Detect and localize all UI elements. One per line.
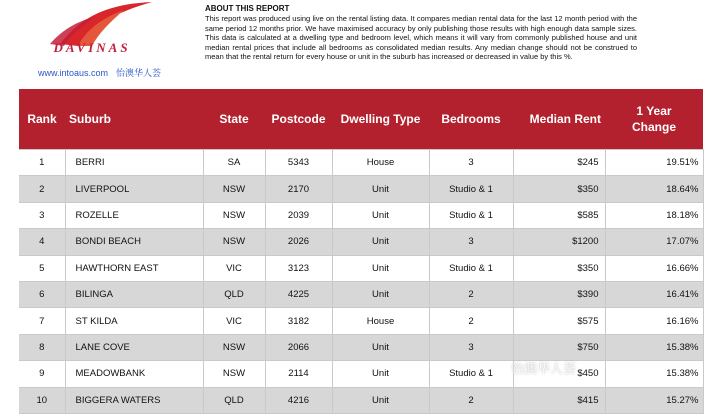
website-line [38,66,161,79]
cell-dwelling-type: Unit [332,176,429,202]
cell-median-rent: $415 [513,387,605,413]
cell-postcode: 5343 [265,150,332,176]
cell-dwelling-type: Unit [332,255,429,281]
table-row [19,281,703,307]
cell-median-rent: $750 [513,334,605,360]
cell-rank: 5 [19,255,65,281]
table-row [19,308,703,334]
header-state: State [203,89,265,150]
cell-bedrooms: Studio & 1 [429,176,513,202]
cell-one-year-change: 16.66% [605,255,703,281]
cell-postcode: 4225 [265,281,332,307]
cell-suburb: ROZELLE [65,202,203,228]
cell-rank: 7 [19,308,65,334]
cell-median-rent: $350 [513,255,605,281]
cell-suburb: LIVERPOOL [65,176,203,202]
table-row [19,361,703,387]
watermark [492,358,576,377]
table-row [19,150,703,176]
cell-rank: 3 [19,202,65,228]
cell-bedrooms: 2 [429,281,513,307]
cell-rank: 6 [19,281,65,307]
cell-one-year-change: 18.64% [605,176,703,202]
cell-dwelling-type: House [332,150,429,176]
cell-state: VIC [203,308,265,334]
cell-suburb: BIGGERA WATERS [65,387,203,413]
cell-suburb: BERRI [65,150,203,176]
cell-bedrooms: 3 [429,150,513,176]
cell-postcode: 3123 [265,255,332,281]
cell-one-year-change: 19.51% [605,150,703,176]
website-link[interactable]: www.intoaus.com [38,68,109,78]
table-row [19,334,703,360]
cell-dwelling-type: Unit [332,202,429,228]
cell-dwelling-type: Unit [332,387,429,413]
table-row [19,387,703,413]
cell-rank: 9 [19,361,65,387]
cell-bedrooms: 2 [429,308,513,334]
header-dwelling-type: Dwelling Type [332,89,429,150]
cell-median-rent: $585 [513,202,605,228]
cell-median-rent: $1200 [513,229,605,255]
cell-dwelling-type: House [332,308,429,334]
table-row [19,229,703,255]
cell-suburb: BONDI BEACH [65,229,203,255]
cell-rank: 4 [19,229,65,255]
table-row [19,176,703,202]
report-description [205,4,637,61]
cell-bedrooms: 2 [429,387,513,413]
cell-state: NSW [203,361,265,387]
header-rank: Rank [19,89,65,150]
cell-median-rent: $390 [513,281,605,307]
cell-median-rent: $575 [513,308,605,334]
cell-rank: 10 [19,387,65,413]
cell-postcode: 2039 [265,202,332,228]
cell-state: VIC [203,255,265,281]
cell-median-rent: $450 [513,361,605,387]
header-bedrooms: Bedrooms [429,89,513,150]
cell-one-year-change: 16.16% [605,308,703,334]
cell-median-rent: $245 [513,150,605,176]
cell-suburb: LANE COVE [65,334,203,360]
cell-bedrooms: 3 [429,334,513,360]
cell-rank: 8 [19,334,65,360]
cell-bedrooms: 3 [429,229,513,255]
cell-postcode: 2114 [265,361,332,387]
header-change-line1: 1 Year [636,104,672,118]
table-row [19,202,703,228]
header-one-year-change [605,89,703,150]
cell-postcode: 2026 [265,229,332,255]
cell-postcode: 2170 [265,176,332,202]
header-postcode: Postcode [265,89,332,150]
cell-suburb: HAWTHORN EAST [65,255,203,281]
cell-one-year-change: 17.07% [605,229,703,255]
cell-state: NSW [203,202,265,228]
cell-one-year-change: 15.27% [605,387,703,413]
cell-dwelling-type: Unit [332,229,429,255]
cell-suburb: MEADOWBANK [65,361,203,387]
brand-logo [0,0,200,88]
cell-rank: 2 [19,176,65,202]
cell-suburb: BILINGA [65,281,203,307]
header-change-line2: Change [631,120,676,134]
cell-state: QLD [203,281,265,307]
cell-rank: 1 [19,150,65,176]
cell-state: NSW [203,334,265,360]
header-suburb: Suburb [65,89,203,150]
cell-bedrooms: Studio & 1 [429,255,513,281]
header-median-rent: Median Rent [513,89,605,150]
cell-postcode: 2066 [265,334,332,360]
cell-one-year-change: 18.18% [605,202,703,228]
cell-state: NSW [203,176,265,202]
cell-postcode: 4216 [265,387,332,413]
cell-dwelling-type: Unit [332,361,429,387]
site-name: 怡澳华人荟 [116,68,162,78]
table-row [19,255,703,281]
rental-table [19,89,704,414]
cell-state: QLD [203,387,265,413]
cell-suburb: ST KILDA [65,308,203,334]
cell-state: SA [203,150,265,176]
cell-state: NSW [203,229,265,255]
report-body: This report was produced using live on the rental listing data. It compares median rental data for the last 12 month period with the same period 12 months prior. We have maximised accuracy by only publishing those results with high enough data sample sizes. This data is calculated at a dwelling type and bedroom level, which means it will vary from commonly published house and unit median rental prices that include all bedrooms as consolidated median results. Any median change should not be construed to mean that the rental return for every house or unit in the suburb has increased or decreased in value by this %. [205,14,637,62]
cell-postcode: 3182 [265,308,332,334]
cell-one-year-change: 15.38% [605,334,703,360]
cell-median-rent: $350 [513,176,605,202]
table-header-row [19,89,703,150]
cell-one-year-change: 16.41% [605,281,703,307]
report-title: ABOUT THIS REPORT [205,4,290,13]
cell-bedrooms: Studio & 1 [429,361,513,387]
watermark-text: 怡澳华人荟 [511,361,577,376]
logo-wordmark: DAVINAS [53,40,131,55]
cell-bedrooms: Studio & 1 [429,202,513,228]
chat-bubbles-icon [492,363,508,376]
cell-dwelling-type: Unit [332,334,429,360]
cell-dwelling-type: Unit [332,281,429,307]
cell-one-year-change: 15.38% [605,361,703,387]
